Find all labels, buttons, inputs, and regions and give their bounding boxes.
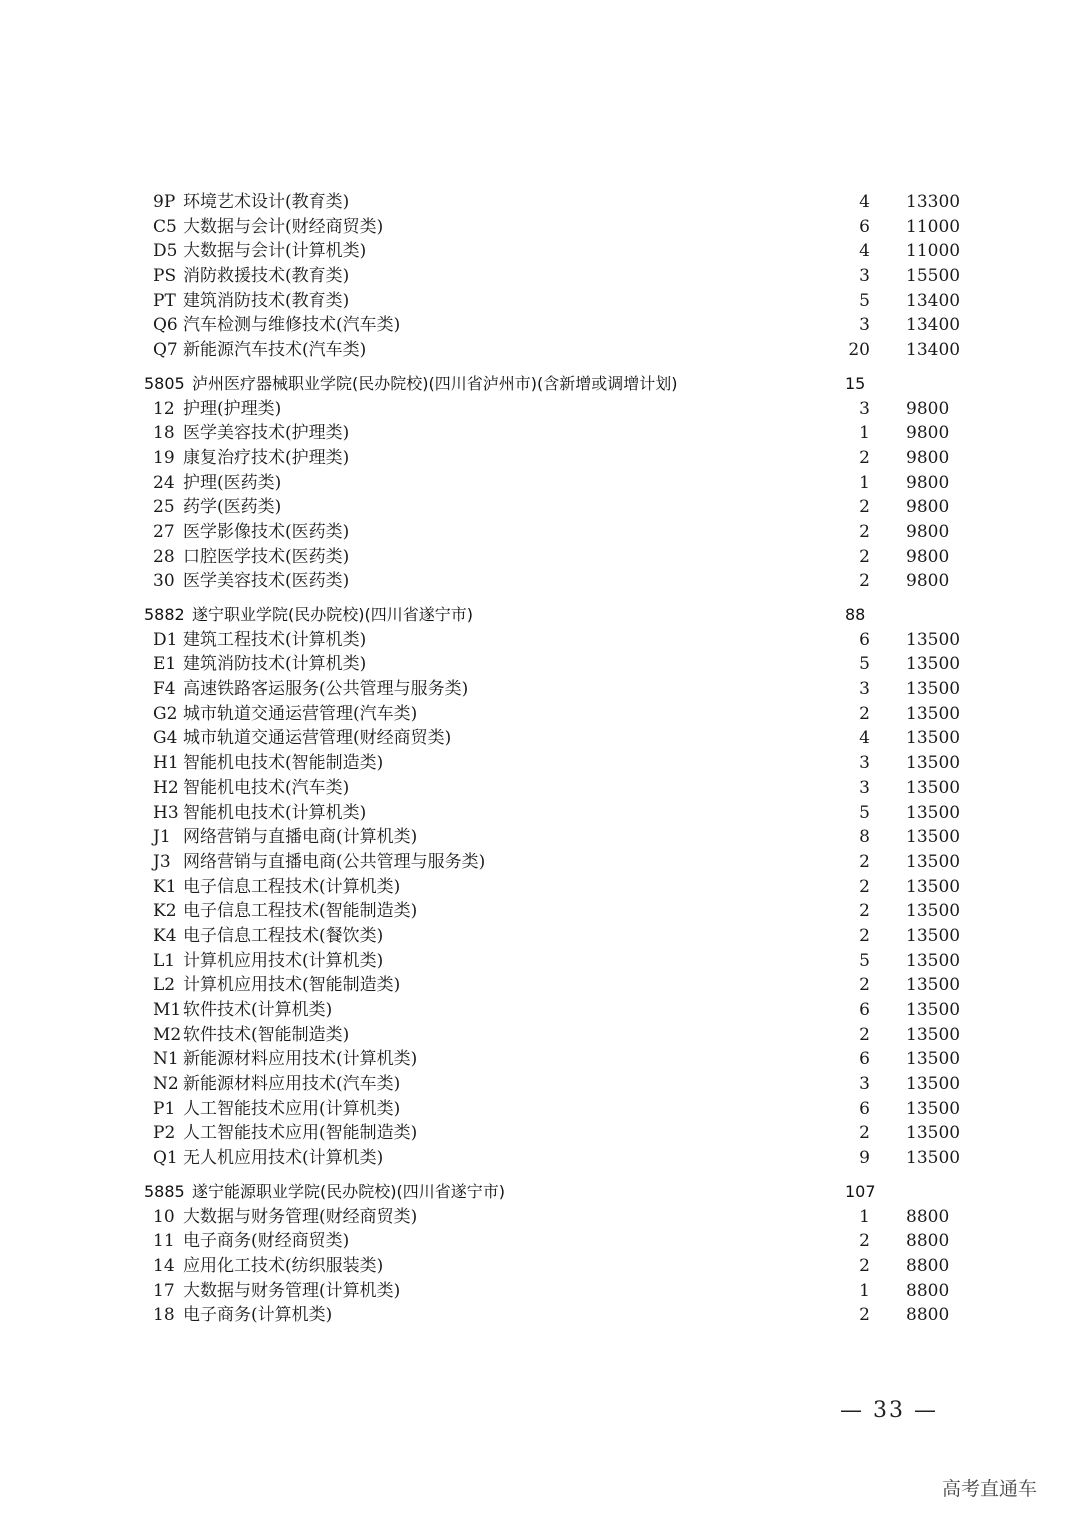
program-row: [0, 801, 1080, 826]
program-name: 智能机电技术(计算机类): [183, 802, 367, 823]
program-count: 4: [859, 192, 870, 212]
program-name: 人工智能技术应用(计算机类): [183, 1098, 401, 1119]
program-code: 30: [153, 571, 175, 592]
program-name: 计算机应用技术(计算机类): [183, 950, 384, 971]
page-number: — 33 —: [840, 1398, 938, 1423]
program-fee: 13500: [906, 827, 961, 848]
program-name: 大数据与财务管理(计算机类): [183, 1280, 401, 1301]
program-count: 8: [859, 827, 870, 848]
program-fee: 13300: [906, 192, 961, 212]
program-fee: 13500: [906, 950, 961, 971]
program-code: 19: [153, 447, 175, 468]
program-name: 城市轨道交通运营管理(汽车类): [183, 703, 418, 724]
program-code: L1: [153, 950, 176, 971]
program-name: 大数据与会计(计算机类): [183, 241, 367, 262]
school-code: 5882: [144, 605, 185, 624]
program-fee: 13500: [906, 728, 961, 749]
program-name: 高速铁路客运服务(公共管理与服务类): [183, 679, 469, 700]
program-name: 城市轨道交通运营管理(财经商贸类): [183, 728, 452, 749]
program-count: 4: [859, 728, 870, 749]
program-name: 电子信息工程技术(计算机类): [183, 876, 401, 897]
program-fee: 9800: [906, 472, 950, 493]
program-fee: 13500: [906, 901, 961, 922]
program-fee: 13500: [906, 777, 961, 798]
program-count: 6: [859, 629, 870, 650]
program-code: K1: [153, 876, 177, 897]
program-row: [0, 702, 1080, 727]
enrollment-plan-list: [0, 190, 1080, 1328]
program-row: [0, 1097, 1080, 1122]
program-code: K4: [153, 925, 177, 946]
school-name: 遂宁职业学院(民办院校)(四川省遂宁市): [192, 605, 473, 624]
program-code: 14: [153, 1255, 175, 1276]
program-code: Q7: [153, 340, 178, 361]
program-row: [0, 1146, 1080, 1171]
program-fee: 13500: [906, 1074, 961, 1095]
program-name: 消防救援技术(教育类): [183, 266, 350, 287]
program-code: H3: [153, 802, 179, 823]
program-fee: 11000: [906, 216, 961, 237]
program-name: 应用化工技术(纺织服装类): [183, 1255, 384, 1276]
program-code: 25: [153, 497, 175, 518]
program-code: 17: [153, 1280, 175, 1301]
program-row: [0, 215, 1080, 240]
program-fee: 13500: [906, 975, 961, 996]
program-code: H1: [153, 753, 179, 774]
program-code: M1: [153, 1000, 182, 1020]
program-row: [0, 471, 1080, 496]
program-code: 28: [153, 546, 175, 567]
program-code: H2: [153, 777, 179, 798]
program-fee: 8800: [906, 1280, 950, 1301]
program-code: D5: [153, 241, 178, 262]
program-row: [0, 289, 1080, 314]
program-name: 智能机电技术(汽车类): [183, 777, 350, 798]
program-name: 网络营销与直播电商(计算机类): [183, 827, 418, 848]
program-row: [0, 1279, 1080, 1304]
program-fee: 9800: [906, 571, 950, 592]
program-row: [0, 850, 1080, 875]
program-count: 9: [859, 1148, 870, 1169]
program-name: 无人机应用技术(计算机类): [183, 1148, 384, 1169]
program-row: [0, 1254, 1080, 1279]
program-code: 18: [153, 1305, 175, 1326]
program-code: J1: [153, 827, 171, 848]
program-count: 1: [859, 1280, 870, 1301]
school-header: [0, 603, 1080, 628]
program-code: G2: [153, 703, 178, 724]
program-fee: 13500: [906, 629, 961, 650]
program-name: 计算机应用技术(智能制造类): [183, 975, 401, 996]
program-row: [0, 545, 1080, 570]
program-count: 3: [859, 1074, 870, 1095]
program-row: [0, 264, 1080, 289]
program-count: 2: [859, 901, 870, 922]
program-fee: 13500: [906, 1000, 961, 1020]
program-code: PT: [153, 290, 176, 311]
program-code: Q1: [153, 1148, 178, 1169]
program-row: [0, 1303, 1080, 1328]
program-fee: 9800: [906, 423, 950, 444]
program-code: N1: [153, 1049, 179, 1070]
school-name: 遂宁能源职业学院(民办院校)(四川省遂宁市): [192, 1181, 505, 1201]
program-count: 3: [859, 315, 870, 336]
program-code: K2: [153, 901, 177, 922]
program-row: [0, 495, 1080, 520]
program-row: [0, 190, 1080, 215]
program-row: [0, 628, 1080, 653]
program-name: 电子信息工程技术(餐饮类): [183, 925, 384, 946]
program-fee: 13500: [906, 876, 961, 897]
program-fee: 13500: [906, 1049, 961, 1070]
program-row: [0, 1205, 1080, 1230]
program-fee: 13500: [906, 802, 961, 823]
program-code: 12: [153, 398, 175, 419]
program-code: P2: [153, 1123, 176, 1144]
program-name: 建筑消防技术(教育类): [183, 290, 350, 311]
program-fee: 9800: [906, 546, 950, 567]
program-code: E1: [153, 654, 177, 675]
program-code: P1: [153, 1098, 176, 1119]
program-fee: 13500: [906, 679, 961, 700]
program-name: 大数据与会计(财经商贸类): [183, 216, 384, 237]
program-name: 电子商务(计算机类): [183, 1305, 333, 1326]
program-name: 新能源汽车技术(汽车类): [183, 340, 367, 361]
program-code: 11: [153, 1231, 175, 1252]
school-code: 5885: [144, 1181, 185, 1201]
program-name: 智能机电技术(智能制造类): [183, 753, 384, 774]
program-code: 24: [153, 472, 175, 493]
program-count: 5: [859, 290, 870, 311]
program-name: 新能源材料应用技术(汽车类): [183, 1074, 401, 1095]
school-header: [0, 372, 1080, 397]
program-fee: 13500: [906, 703, 961, 724]
program-count: 2: [859, 703, 870, 724]
program-name: 康复治疗技术(护理类): [183, 447, 350, 468]
program-row: [0, 1229, 1080, 1254]
school-total: 15: [845, 373, 866, 393]
program-count: 2: [859, 546, 870, 567]
program-row: [0, 520, 1080, 545]
program-row: [0, 338, 1080, 363]
program-count: 1: [859, 1206, 870, 1227]
program-name: 医学影像技术(医药类): [183, 521, 350, 542]
program-name: 网络营销与直播电商(公共管理与服务类): [183, 851, 486, 872]
program-count: 6: [859, 1049, 870, 1070]
program-row: [0, 677, 1080, 702]
program-code: L2: [153, 975, 176, 996]
program-name: 护理(医药类): [183, 472, 282, 493]
section-school-5885: [0, 1180, 1080, 1328]
program-fee: 13500: [906, 1098, 961, 1119]
program-row: [0, 1023, 1080, 1048]
program-row: [0, 313, 1080, 338]
program-name: 口腔医学技术(医药类): [183, 546, 350, 567]
program-code: C5: [153, 216, 177, 237]
program-fee: 8800: [906, 1231, 950, 1252]
program-code: 10: [153, 1206, 175, 1227]
program-count: 2: [859, 925, 870, 946]
program-name: 新能源材料应用技术(计算机类): [183, 1049, 418, 1070]
program-code: F4: [153, 679, 176, 700]
program-code: M2: [153, 1024, 182, 1045]
program-fee: 13400: [906, 290, 961, 311]
program-name: 环境艺术设计(教育类): [183, 192, 350, 212]
program-row: [0, 751, 1080, 776]
program-fee: 8800: [906, 1206, 950, 1227]
program-row: [0, 239, 1080, 264]
program-name: 软件技术(智能制造类): [183, 1024, 350, 1045]
program-fee: 9800: [906, 521, 950, 542]
program-row: [0, 1072, 1080, 1097]
program-fee: 11000: [906, 241, 961, 262]
program-row: [0, 397, 1080, 422]
program-row: [0, 446, 1080, 471]
program-code: PS: [153, 266, 177, 287]
program-row: [0, 899, 1080, 924]
program-fee: 13500: [906, 753, 961, 774]
program-name: 建筑消防技术(计算机类): [183, 654, 367, 675]
program-count: 2: [859, 975, 870, 996]
school-header: [0, 1180, 1080, 1205]
school-name: 泸州医疗器械职业学院(民办院校)(四川省泸州市)(含新增或调增计划): [192, 373, 678, 393]
program-code: Q6: [153, 315, 178, 336]
program-fee: 8800: [906, 1255, 950, 1276]
program-name: 人工智能技术应用(智能制造类): [183, 1123, 418, 1144]
program-count: 2: [859, 1231, 870, 1252]
program-fee: 13500: [906, 851, 961, 872]
program-row: [0, 875, 1080, 900]
program-count: 2: [859, 447, 870, 468]
program-count: 20: [848, 340, 870, 361]
watermark: 高考直通车: [942, 1478, 1038, 1500]
program-count: 2: [859, 1024, 870, 1045]
program-count: 3: [859, 266, 870, 287]
program-fee: 13500: [906, 1024, 961, 1045]
program-count: 5: [859, 802, 870, 823]
program-fee: 13500: [906, 654, 961, 675]
school-code: 5805: [144, 373, 185, 393]
program-row: [0, 776, 1080, 801]
program-fee: 9800: [906, 447, 950, 468]
program-fee: 15500: [906, 266, 961, 287]
program-row: [0, 1047, 1080, 1072]
program-count: 3: [859, 777, 870, 798]
program-count: 2: [859, 876, 870, 897]
program-count: 6: [859, 1000, 870, 1020]
program-row: [0, 421, 1080, 446]
program-count: 3: [859, 398, 870, 419]
program-count: 2: [859, 497, 870, 518]
program-count: 2: [859, 521, 870, 542]
program-count: 5: [859, 654, 870, 675]
program-count: 1: [859, 472, 870, 493]
program-name: 电子商务(财经商贸类): [183, 1231, 350, 1252]
program-row: [0, 924, 1080, 949]
program-count: 6: [859, 1098, 870, 1119]
school-total: 107: [845, 1181, 876, 1201]
program-name: 医学美容技术(医药类): [183, 571, 350, 592]
program-code: J3: [153, 851, 171, 872]
program-count: 6: [859, 216, 870, 237]
program-row: [0, 998, 1080, 1023]
program-fee: 13500: [906, 925, 961, 946]
program-name: 护理(护理类): [183, 398, 282, 419]
program-row: [0, 569, 1080, 594]
program-count: 2: [859, 851, 870, 872]
program-row: [0, 1121, 1080, 1146]
program-fee: 13500: [906, 1123, 961, 1144]
section-school-5882: [0, 603, 1080, 1171]
section-school-5805: [0, 372, 1080, 594]
program-fee: 8800: [906, 1305, 950, 1326]
program-fee: 13500: [906, 1148, 961, 1169]
program-name: 软件技术(计算机类): [183, 1000, 333, 1020]
program-count: 3: [859, 753, 870, 774]
program-code: 18: [153, 423, 175, 444]
program-name: 医学美容技术(护理类): [183, 423, 350, 444]
program-count: 2: [859, 1123, 870, 1144]
program-code: D1: [153, 629, 178, 650]
program-code: N2: [153, 1074, 179, 1095]
program-count: 1: [859, 423, 870, 444]
program-row: [0, 949, 1080, 974]
program-row: [0, 726, 1080, 751]
program-count: 5: [859, 950, 870, 971]
program-count: 2: [859, 571, 870, 592]
program-fee: 9800: [906, 497, 950, 518]
program-count: 2: [859, 1305, 870, 1326]
program-name: 药学(医药类): [183, 497, 282, 518]
program-name: 汽车检测与维修技术(汽车类): [183, 315, 401, 336]
program-code: 27: [153, 521, 175, 542]
program-fee: 9800: [906, 398, 950, 419]
section-continued: [0, 190, 1080, 363]
program-name: 大数据与财务管理(财经商贸类): [183, 1206, 418, 1227]
program-fee: 13400: [906, 340, 961, 361]
program-code: 9P: [153, 192, 176, 212]
school-total: 88: [845, 605, 866, 624]
program-count: 4: [859, 241, 870, 262]
program-count: 2: [859, 1255, 870, 1276]
program-name: 电子信息工程技术(智能制造类): [183, 901, 418, 922]
program-row: [0, 973, 1080, 998]
program-fee: 13400: [906, 315, 961, 336]
program-row: [0, 825, 1080, 850]
program-code: G4: [153, 728, 178, 749]
program-name: 建筑工程技术(计算机类): [183, 629, 367, 650]
program-count: 3: [859, 679, 870, 700]
program-row: [0, 652, 1080, 677]
